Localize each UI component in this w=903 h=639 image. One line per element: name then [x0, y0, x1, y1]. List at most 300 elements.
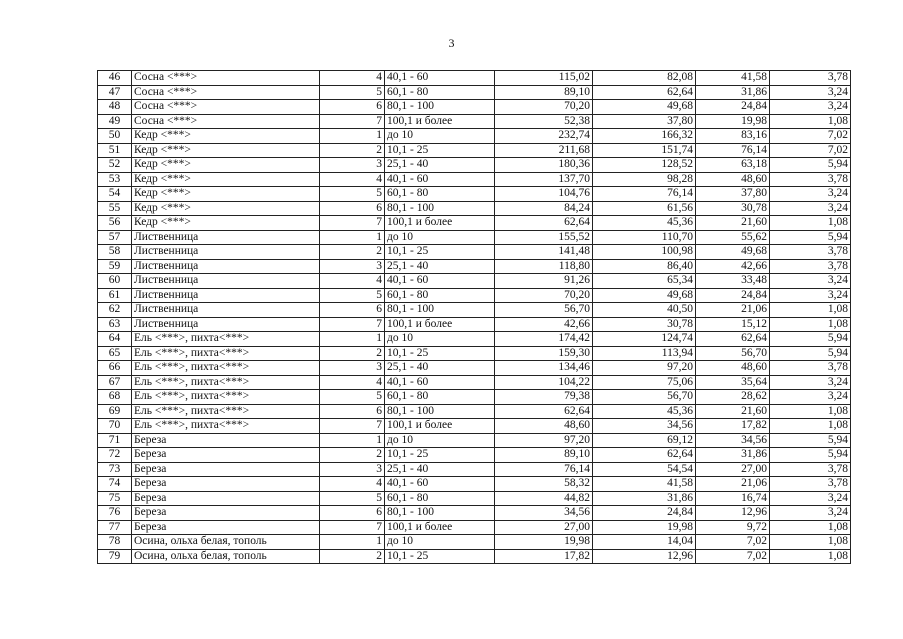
table-row — [98, 230, 851, 245]
table-row — [98, 361, 851, 376]
row-number: 72 — [98, 448, 132, 463]
value-cell-2: 82,08 — [593, 71, 696, 86]
species-cell: Лиственница — [132, 303, 320, 318]
value-cell-1: 48,60 — [495, 419, 593, 434]
value-cell-1: 104,22 — [495, 375, 593, 390]
class-cell: 2 — [320, 549, 385, 564]
species-cell: Лиственница — [132, 274, 320, 289]
species-cell: Кедр <***> — [132, 201, 320, 216]
page-number: 3 — [448, 36, 455, 50]
value-cell-2: 113,94 — [593, 346, 696, 361]
value-cell-1: 118,80 — [495, 259, 593, 274]
value-cell-4: 7,02 — [770, 129, 851, 144]
table-row — [98, 85, 851, 100]
table-row — [98, 491, 851, 506]
value-cell-3: 30,78 — [696, 201, 770, 216]
value-cell-1: 91,26 — [495, 274, 593, 289]
value-cell-3: 7,02 — [696, 549, 770, 564]
value-cell-4: 5,94 — [770, 433, 851, 448]
value-cell-4: 3,24 — [770, 85, 851, 100]
diameter-range-cell: 10,1 - 25 — [385, 143, 495, 158]
value-cell-3: 55,62 — [696, 230, 770, 245]
diameter-range-cell: 80,1 - 100 — [385, 404, 495, 419]
value-cell-3: 28,62 — [696, 390, 770, 405]
value-cell-4: 1,08 — [770, 216, 851, 231]
table-row — [98, 535, 851, 550]
row-number: 46 — [98, 71, 132, 86]
row-number: 50 — [98, 129, 132, 144]
value-cell-4: 3,24 — [770, 506, 851, 521]
diameter-range-cell: 100,1 и более — [385, 419, 495, 434]
value-cell-4: 5,94 — [770, 230, 851, 245]
diameter-range-cell: 60,1 - 80 — [385, 187, 495, 202]
diameter-range-cell: 25,1 - 40 — [385, 361, 495, 376]
table-row — [98, 288, 851, 303]
species-cell: Ель <***>, пихта<***> — [132, 361, 320, 376]
species-cell: Лиственница — [132, 317, 320, 332]
value-cell-4: 1,08 — [770, 535, 851, 550]
class-cell: 7 — [320, 419, 385, 434]
value-cell-2: 45,36 — [593, 404, 696, 419]
diameter-range-cell: 40,1 - 60 — [385, 477, 495, 492]
value-cell-1: 104,76 — [495, 187, 593, 202]
row-number: 76 — [98, 506, 132, 521]
value-cell-3: 19,98 — [696, 114, 770, 129]
value-cell-2: 100,98 — [593, 245, 696, 260]
value-cell-2: 62,64 — [593, 448, 696, 463]
row-number: 73 — [98, 462, 132, 477]
value-cell-4: 5,94 — [770, 448, 851, 463]
value-cell-3: 21,06 — [696, 303, 770, 318]
diameter-range-cell: 10,1 - 25 — [385, 448, 495, 463]
species-cell: Сосна <***> — [132, 85, 320, 100]
table-row — [98, 462, 851, 477]
value-cell-1: 34,56 — [495, 506, 593, 521]
row-number: 69 — [98, 404, 132, 419]
diameter-range-cell: до 10 — [385, 433, 495, 448]
value-cell-1: 115,02 — [495, 71, 593, 86]
value-cell-1: 211,68 — [495, 143, 593, 158]
rates-table — [97, 70, 851, 564]
value-cell-4: 5,94 — [770, 346, 851, 361]
row-number: 75 — [98, 491, 132, 506]
species-cell: Береза — [132, 448, 320, 463]
table-row — [98, 259, 851, 274]
value-cell-4: 3,24 — [770, 288, 851, 303]
species-cell: Ель <***>, пихта<***> — [132, 419, 320, 434]
class-cell: 5 — [320, 288, 385, 303]
value-cell-4: 3,24 — [770, 491, 851, 506]
table-row — [98, 303, 851, 318]
row-number: 53 — [98, 172, 132, 187]
row-number: 48 — [98, 100, 132, 115]
value-cell-4: 3,24 — [770, 274, 851, 289]
value-cell-4: 1,08 — [770, 549, 851, 564]
diameter-range-cell: 60,1 - 80 — [385, 390, 495, 405]
value-cell-2: 56,70 — [593, 390, 696, 405]
value-cell-2: 24,84 — [593, 506, 696, 521]
value-cell-3: 31,86 — [696, 448, 770, 463]
value-cell-4: 3,78 — [770, 477, 851, 492]
value-cell-3: 42,66 — [696, 259, 770, 274]
class-cell: 1 — [320, 332, 385, 347]
class-cell: 1 — [320, 230, 385, 245]
value-cell-1: 97,20 — [495, 433, 593, 448]
species-cell: Кедр <***> — [132, 158, 320, 173]
table-body — [98, 71, 851, 564]
value-cell-2: 30,78 — [593, 317, 696, 332]
diameter-range-cell: 40,1 - 60 — [385, 274, 495, 289]
value-cell-3: 33,48 — [696, 274, 770, 289]
species-cell: Ель <***>, пихта<***> — [132, 375, 320, 390]
class-cell: 3 — [320, 361, 385, 376]
table-row — [98, 390, 851, 405]
value-cell-2: 34,56 — [593, 419, 696, 434]
value-cell-1: 62,64 — [495, 216, 593, 231]
diameter-range-cell: до 10 — [385, 230, 495, 245]
class-cell: 6 — [320, 506, 385, 521]
class-cell: 7 — [320, 317, 385, 332]
row-number: 58 — [98, 245, 132, 260]
diameter-range-cell: 100,1 и более — [385, 520, 495, 535]
value-cell-2: 69,12 — [593, 433, 696, 448]
value-cell-1: 17,82 — [495, 549, 593, 564]
species-cell: Кедр <***> — [132, 143, 320, 158]
value-cell-2: 41,58 — [593, 477, 696, 492]
row-number: 60 — [98, 274, 132, 289]
value-cell-1: 62,64 — [495, 404, 593, 419]
diameter-range-cell: 10,1 - 25 — [385, 549, 495, 564]
species-cell: Лиственница — [132, 259, 320, 274]
species-cell: Ель <***>, пихта<***> — [132, 404, 320, 419]
value-cell-4: 7,02 — [770, 143, 851, 158]
table-row — [98, 172, 851, 187]
class-cell: 4 — [320, 172, 385, 187]
row-number: 78 — [98, 535, 132, 550]
value-cell-2: 31,86 — [593, 491, 696, 506]
value-cell-4: 3,78 — [770, 71, 851, 86]
value-cell-2: 65,34 — [593, 274, 696, 289]
value-cell-4: 3,78 — [770, 259, 851, 274]
class-cell: 4 — [320, 477, 385, 492]
class-cell: 2 — [320, 346, 385, 361]
species-cell: Лиственница — [132, 230, 320, 245]
class-cell: 7 — [320, 114, 385, 129]
diameter-range-cell: 25,1 - 40 — [385, 462, 495, 477]
value-cell-4: 3,78 — [770, 172, 851, 187]
value-cell-1: 19,98 — [495, 535, 593, 550]
class-cell: 4 — [320, 71, 385, 86]
row-number: 63 — [98, 317, 132, 332]
species-cell: Сосна <***> — [132, 100, 320, 115]
value-cell-1: 56,70 — [495, 303, 593, 318]
value-cell-3: 48,60 — [696, 361, 770, 376]
value-cell-1: 159,30 — [495, 346, 593, 361]
value-cell-3: 12,96 — [696, 506, 770, 521]
value-cell-1: 155,52 — [495, 230, 593, 245]
row-number: 52 — [98, 158, 132, 173]
value-cell-2: 124,74 — [593, 332, 696, 347]
value-cell-1: 42,66 — [495, 317, 593, 332]
value-cell-4: 1,08 — [770, 114, 851, 129]
table-row — [98, 114, 851, 129]
table-row — [98, 332, 851, 347]
diameter-range-cell: до 10 — [385, 535, 495, 550]
value-cell-2: 62,64 — [593, 85, 696, 100]
table-row — [98, 274, 851, 289]
value-cell-1: 76,14 — [495, 462, 593, 477]
table-row — [98, 346, 851, 361]
value-cell-3: 21,60 — [696, 404, 770, 419]
row-number: 64 — [98, 332, 132, 347]
table-row — [98, 216, 851, 231]
class-cell: 3 — [320, 462, 385, 477]
row-number: 68 — [98, 390, 132, 405]
value-cell-2: 54,54 — [593, 462, 696, 477]
class-cell: 2 — [320, 448, 385, 463]
value-cell-3: 24,84 — [696, 100, 770, 115]
value-cell-2: 86,40 — [593, 259, 696, 274]
value-cell-2: 128,52 — [593, 158, 696, 173]
diameter-range-cell: 60,1 - 80 — [385, 288, 495, 303]
species-cell: Лиственница — [132, 245, 320, 260]
value-cell-1: 58,32 — [495, 477, 593, 492]
table-row — [98, 419, 851, 434]
table-row — [98, 201, 851, 216]
species-cell: Лиственница — [132, 288, 320, 303]
class-cell: 2 — [320, 245, 385, 260]
class-cell: 4 — [320, 375, 385, 390]
species-cell: Кедр <***> — [132, 216, 320, 231]
value-cell-3: 17,82 — [696, 419, 770, 434]
row-number: 51 — [98, 143, 132, 158]
class-cell: 5 — [320, 390, 385, 405]
value-cell-1: 137,70 — [495, 172, 593, 187]
value-cell-1: 79,38 — [495, 390, 593, 405]
value-cell-4: 3,24 — [770, 375, 851, 390]
class-cell: 7 — [320, 520, 385, 535]
value-cell-1: 70,20 — [495, 288, 593, 303]
value-cell-4: 5,94 — [770, 332, 851, 347]
table-row — [98, 433, 851, 448]
diameter-range-cell: 80,1 - 100 — [385, 100, 495, 115]
diameter-range-cell: 10,1 - 25 — [385, 245, 495, 260]
diameter-range-cell: 100,1 и более — [385, 317, 495, 332]
value-cell-2: 61,56 — [593, 201, 696, 216]
value-cell-2: 166,32 — [593, 129, 696, 144]
species-cell: Ель <***>, пихта<***> — [132, 390, 320, 405]
row-number: 74 — [98, 477, 132, 492]
table-row — [98, 404, 851, 419]
value-cell-2: 49,68 — [593, 100, 696, 115]
row-number: 66 — [98, 361, 132, 376]
table-row — [98, 375, 851, 390]
class-cell: 5 — [320, 491, 385, 506]
value-cell-4: 5,94 — [770, 158, 851, 173]
class-cell: 7 — [320, 216, 385, 231]
species-cell: Ель <***>, пихта<***> — [132, 332, 320, 347]
value-cell-1: 141,48 — [495, 245, 593, 260]
diameter-range-cell: 80,1 - 100 — [385, 303, 495, 318]
row-number: 56 — [98, 216, 132, 231]
value-cell-2: 97,20 — [593, 361, 696, 376]
value-cell-4: 1,08 — [770, 317, 851, 332]
species-cell: Ель <***>, пихта<***> — [132, 346, 320, 361]
value-cell-4: 3,24 — [770, 390, 851, 405]
value-cell-4: 1,08 — [770, 404, 851, 419]
class-cell: 3 — [320, 259, 385, 274]
value-cell-4: 1,08 — [770, 520, 851, 535]
diameter-range-cell: до 10 — [385, 332, 495, 347]
class-cell: 1 — [320, 129, 385, 144]
value-cell-2: 37,80 — [593, 114, 696, 129]
value-cell-2: 14,04 — [593, 535, 696, 550]
table-row — [98, 520, 851, 535]
species-cell: Кедр <***> — [132, 187, 320, 202]
table-row — [98, 477, 851, 492]
class-cell: 5 — [320, 187, 385, 202]
species-cell: Сосна <***> — [132, 114, 320, 129]
class-cell: 2 — [320, 143, 385, 158]
class-cell: 3 — [320, 158, 385, 173]
species-cell: Осина, ольха белая, тополь — [132, 535, 320, 550]
species-cell: Кедр <***> — [132, 172, 320, 187]
value-cell-4: 3,78 — [770, 462, 851, 477]
value-cell-1: 84,24 — [495, 201, 593, 216]
class-cell: 5 — [320, 85, 385, 100]
value-cell-3: 63,18 — [696, 158, 770, 173]
row-number: 62 — [98, 303, 132, 318]
class-cell: 6 — [320, 303, 385, 318]
value-cell-1: 89,10 — [495, 448, 593, 463]
row-number: 65 — [98, 346, 132, 361]
diameter-range-cell: до 10 — [385, 129, 495, 144]
diameter-range-cell: 25,1 - 40 — [385, 259, 495, 274]
class-cell: 6 — [320, 100, 385, 115]
row-number: 59 — [98, 259, 132, 274]
value-cell-2: 151,74 — [593, 143, 696, 158]
value-cell-3: 49,68 — [696, 245, 770, 260]
value-cell-3: 16,74 — [696, 491, 770, 506]
value-cell-3: 76,14 — [696, 143, 770, 158]
table-row — [98, 100, 851, 115]
diameter-range-cell: 60,1 - 80 — [385, 491, 495, 506]
species-cell: Береза — [132, 433, 320, 448]
table-row — [98, 71, 851, 86]
value-cell-2: 19,98 — [593, 520, 696, 535]
value-cell-4: 3,24 — [770, 201, 851, 216]
value-cell-3: 41,58 — [696, 71, 770, 86]
table-row — [98, 245, 851, 260]
diameter-range-cell: 40,1 - 60 — [385, 71, 495, 86]
species-cell: Сосна <***> — [132, 71, 320, 86]
species-cell: Береза — [132, 491, 320, 506]
diameter-range-cell: 10,1 - 25 — [385, 346, 495, 361]
diameter-range-cell: 60,1 - 80 — [385, 85, 495, 100]
value-cell-2: 40,50 — [593, 303, 696, 318]
value-cell-1: 52,38 — [495, 114, 593, 129]
diameter-range-cell: 80,1 - 100 — [385, 506, 495, 521]
row-number: 54 — [98, 187, 132, 202]
value-cell-3: 83,16 — [696, 129, 770, 144]
value-cell-1: 44,82 — [495, 491, 593, 506]
value-cell-3: 34,56 — [696, 433, 770, 448]
diameter-range-cell: 40,1 - 60 — [385, 172, 495, 187]
row-number: 49 — [98, 114, 132, 129]
value-cell-3: 48,60 — [696, 172, 770, 187]
row-number: 77 — [98, 520, 132, 535]
species-cell: Береза — [132, 520, 320, 535]
value-cell-3: 21,60 — [696, 216, 770, 231]
row-number: 47 — [98, 85, 132, 100]
value-cell-4: 3,78 — [770, 361, 851, 376]
class-cell: 4 — [320, 274, 385, 289]
value-cell-4: 3,78 — [770, 245, 851, 260]
value-cell-3: 27,00 — [696, 462, 770, 477]
diameter-range-cell: 25,1 - 40 — [385, 158, 495, 173]
species-cell: Осина, ольха белая, тополь — [132, 549, 320, 564]
value-cell-4: 3,24 — [770, 100, 851, 115]
value-cell-3: 9,72 — [696, 520, 770, 535]
value-cell-1: 89,10 — [495, 85, 593, 100]
table-row — [98, 506, 851, 521]
value-cell-1: 134,46 — [495, 361, 593, 376]
row-number: 61 — [98, 288, 132, 303]
table-row — [98, 448, 851, 463]
table-row — [98, 158, 851, 173]
class-cell: 1 — [320, 433, 385, 448]
value-cell-2: 75,06 — [593, 375, 696, 390]
species-cell: Береза — [132, 462, 320, 477]
value-cell-2: 45,36 — [593, 216, 696, 231]
class-cell: 1 — [320, 535, 385, 550]
value-cell-3: 35,64 — [696, 375, 770, 390]
row-number: 67 — [98, 375, 132, 390]
diameter-range-cell: 100,1 и более — [385, 114, 495, 129]
value-cell-1: 27,00 — [495, 520, 593, 535]
row-number: 55 — [98, 201, 132, 216]
value-cell-4: 1,08 — [770, 419, 851, 434]
diameter-range-cell: 80,1 - 100 — [385, 201, 495, 216]
value-cell-3: 24,84 — [696, 288, 770, 303]
value-cell-3: 15,12 — [696, 317, 770, 332]
diameter-range-cell: 40,1 - 60 — [385, 375, 495, 390]
value-cell-3: 62,64 — [696, 332, 770, 347]
value-cell-3: 21,06 — [696, 477, 770, 492]
value-cell-3: 31,86 — [696, 85, 770, 100]
value-cell-3: 37,80 — [696, 187, 770, 202]
class-cell: 6 — [320, 404, 385, 419]
table-row — [98, 317, 851, 332]
table-row — [98, 129, 851, 144]
value-cell-4: 3,24 — [770, 187, 851, 202]
value-cell-3: 7,02 — [696, 535, 770, 550]
value-cell-3: 56,70 — [696, 346, 770, 361]
diameter-range-cell: 100,1 и более — [385, 216, 495, 231]
value-cell-1: 70,20 — [495, 100, 593, 115]
table-row — [98, 143, 851, 158]
value-cell-2: 49,68 — [593, 288, 696, 303]
row-number: 79 — [98, 549, 132, 564]
value-cell-1: 180,36 — [495, 158, 593, 173]
species-cell: Береза — [132, 477, 320, 492]
table-row — [98, 187, 851, 202]
row-number: 70 — [98, 419, 132, 434]
value-cell-2: 12,96 — [593, 549, 696, 564]
value-cell-1: 232,74 — [495, 129, 593, 144]
value-cell-4: 1,08 — [770, 303, 851, 318]
species-cell: Кедр <***> — [132, 129, 320, 144]
